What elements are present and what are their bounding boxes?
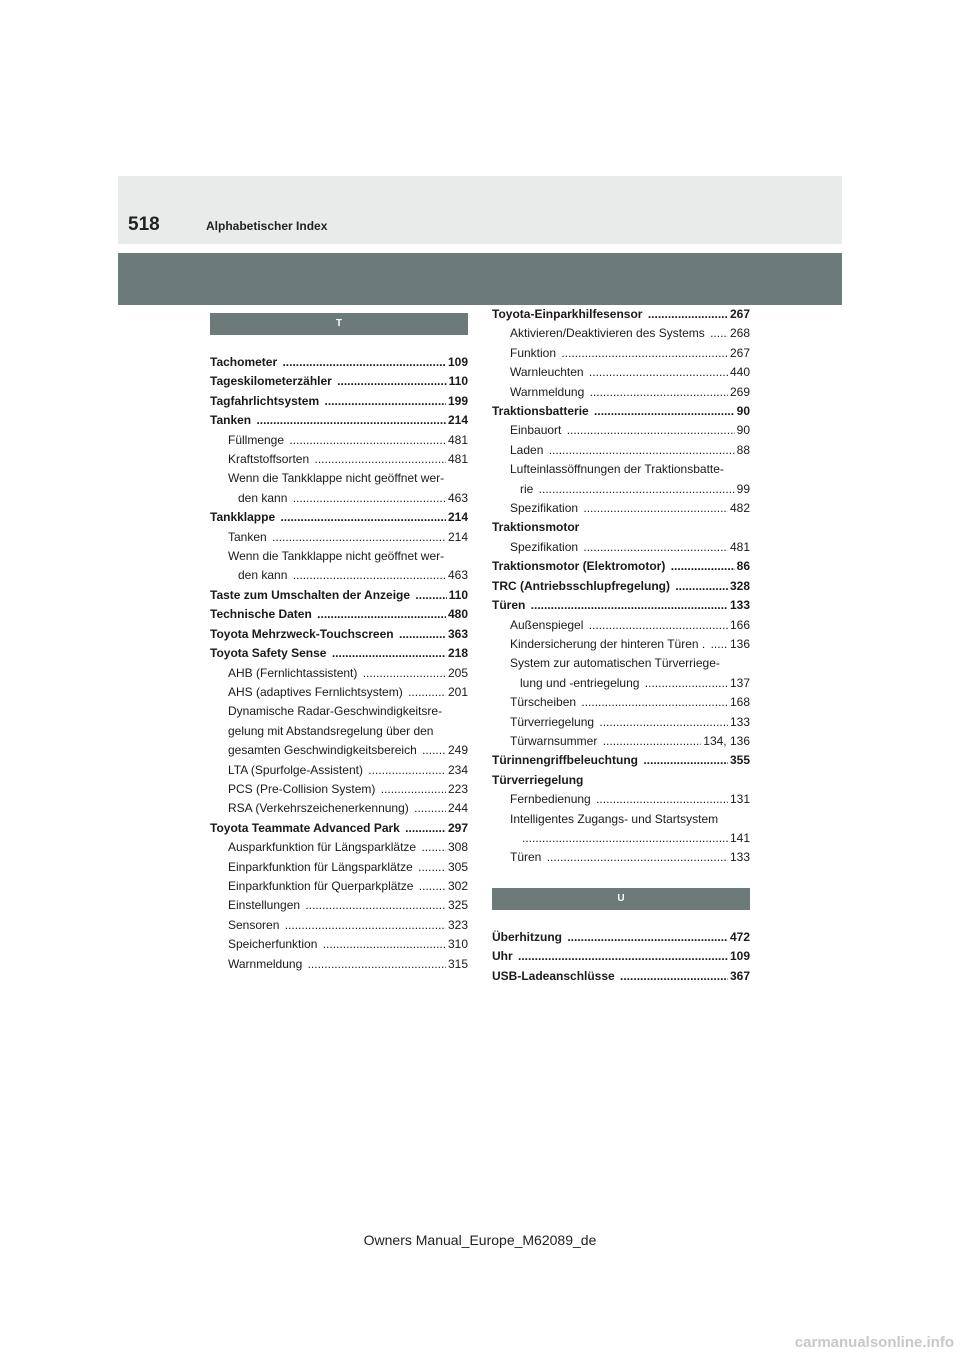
index-entry-text: Türwarnsummer [510,733,598,748]
index-entry-leader [228,761,468,780]
index-entry-page: 234 [446,761,468,780]
index-entry [210,450,468,469]
index-entry-text: Kindersicherung der hinteren Türen . [510,636,706,651]
index-entry-leader [210,372,468,391]
index-entry [210,935,468,954]
index-entry-page: 244 [446,799,468,818]
index-entry-leader [210,411,468,430]
index-entry [210,741,468,760]
index-entry [492,732,750,751]
index-entry [210,838,468,857]
index-entry [210,683,468,702]
index-entry-text: Einstellungen [228,898,301,913]
index-entry-page: 199 [446,392,468,411]
index-entry-text: TRC (Antriebsschlupfregelung) [492,578,671,593]
index-entry-text: Taste zum Umschalten der Anzeige [210,587,411,602]
index-entry-text: Füllmenge [228,432,285,447]
index-entry-leader [510,344,750,363]
index-entry-leader [510,635,750,654]
index-entry-leader [510,421,750,440]
index-entry [492,751,750,770]
index-entry-text: Spezifikation [510,539,579,554]
index-entry-page: 269 [728,383,750,402]
index-entry-leader [520,674,750,693]
index-entry-leader [210,625,468,644]
index-entry-page: 88 [735,441,750,460]
index-entry-text: Kraftstoffsorten [228,452,310,467]
index-entry-text: Warnleuchten [510,365,584,380]
index-entry-text: Wenn die Tankklappe nicht geöffnet wer- [228,549,445,564]
index-entry [210,353,468,372]
index-entry-text [520,831,522,845]
index-entry-text: RSA (Verkehrszeichenerkennung) [228,801,409,816]
index-entry-leader [228,741,468,760]
index-entry [210,664,468,683]
index-entry-page: 328 [728,577,750,596]
index-entry-leader [228,916,468,935]
index-entry-leader [228,799,468,818]
index-entry [492,790,750,809]
index-entry-page: 249 [446,741,468,760]
index-entry-page: 323 [446,916,468,935]
index-entry-page: 480 [446,605,468,624]
index-entry-leader [492,402,750,421]
index-entry [492,441,750,460]
index-entry [210,411,468,430]
index-entry-leader [228,780,468,799]
index-entry [492,383,750,402]
index-entry-page: 463 [446,566,468,585]
index-entry-leader [492,967,750,986]
index-entry-leader [510,383,750,402]
index-entry [492,577,750,596]
index-entry-leader [228,838,468,857]
index-entry-text: Tagfahrlichtsystem [210,393,320,408]
index-entry-text: USB-Ladeanschlüsse [492,968,615,983]
index-entry [492,967,750,986]
index-entry-page: 99 [735,480,750,499]
index-entry [492,518,750,537]
index-entry [492,654,750,673]
index-entry-text: Intelligentes Zugangs- und Startsystem [510,811,719,826]
index-entry-text: Überhitzung [492,929,562,944]
index-entry-page: 325 [446,896,468,915]
index-entry-text: Aktivieren/Deaktivieren des Systems [510,326,705,341]
index-entry-page: 315 [446,955,468,974]
index-entry [210,916,468,935]
index-entry-leader [492,947,750,966]
index-entry-page: 218 [446,644,468,663]
index-entry-page: 305 [446,858,468,877]
index-entry [492,616,750,635]
index-entry [492,928,750,947]
index-entry-page: 86 [735,557,750,576]
index-entry-text: System zur automatischen Türverriege- [510,656,720,671]
header-band [118,176,842,244]
index-entry-leader [228,896,468,915]
index-entry-page: 133 [728,848,750,867]
index-entry [210,819,468,838]
index-entry [210,799,468,818]
index-entry [492,674,750,693]
index-entry-leader [228,664,468,683]
index-entry-text: den kann [238,568,288,583]
index-entry-leader [210,353,468,372]
index-entry-text: gesamten Geschwindigkeitsbereich [228,743,417,758]
index-entry [210,508,468,527]
index-entry-text: Speicherfunktion [228,937,318,952]
index-entry-text: Traktionsmotor [492,520,580,535]
index-entry-text: Tanken [228,529,267,544]
index-entry-page: 109 [728,947,750,966]
index-entry-page: 481 [446,450,468,469]
index-entry [210,372,468,391]
index-entry-page: 308 [446,838,468,857]
index-entry-leader [210,508,468,527]
index-entry-leader [228,935,468,954]
index-entry-leader [210,644,468,663]
index-entry [210,722,468,741]
index-entry-page: 141 [728,829,750,848]
index-entry-text: AHS (adaptives Fernlichtsystem) [228,684,403,699]
index-entry-leader [228,955,468,974]
index-entries-u [492,928,750,986]
index-entry-page: 267 [728,305,750,324]
index-entry [492,480,750,499]
index-entry-page: 214 [446,411,468,430]
index-entries-t [210,353,468,974]
index-entry-text: Fernbedienung [510,792,591,807]
index-entry-leader [510,616,750,635]
index-entry-leader [492,928,750,947]
index-entry-page: 166 [728,616,750,635]
index-entry-leader [510,499,750,518]
index-entry [492,947,750,966]
index-entry [210,489,468,508]
index-entry-text: Spezifikation [510,501,579,516]
index-entry-leader [228,450,468,469]
index-entry-leader [228,431,468,450]
index-entry-text: PCS (Pre-Collision System) [228,781,376,796]
index-entry-text: Tachometer [210,355,278,369]
footer-document-id: Owners Manual_Europe_M62089_de [363,1232,597,1248]
index-entry [492,771,750,790]
index-entry-text: Einbauort [510,423,562,438]
index-entry-text: lung und -entriegelung [520,675,640,690]
index-entry-leader [492,751,750,770]
index-entry [492,499,750,518]
index-entry-leader [510,790,750,809]
index-column-left [210,313,468,974]
index-entry [210,528,468,547]
index-entry-text: Toyota Mehrzweck-Touchscreen [210,626,394,641]
index-entry [210,761,468,780]
index-entry-page: 168 [728,693,750,712]
index-entry-leader [510,693,750,712]
index-entry-page: 363 [446,625,468,644]
index-entry-text: Türverriegelung [492,772,584,787]
letter-heading-u: U [492,888,750,910]
index-entry [492,693,750,712]
index-entry-page: 297 [446,819,468,838]
index-entry-text: Dynamische Radar-Geschwindigkeitsre- [228,704,443,719]
index-entry-leader [492,557,750,576]
index-entry [492,557,750,576]
index-entry-page: 463 [446,489,468,508]
index-entry [210,547,468,566]
index-entry-page: 310 [446,935,468,954]
index-entry-leader [210,819,468,838]
index-entry-leader [238,489,468,508]
index-entry-page: 482 [728,499,750,518]
index-entry [492,460,750,479]
index-entry-page: 134, 136 [701,732,750,751]
index-entry [210,392,468,411]
index-entry-leader [510,324,750,343]
index-entry [210,877,468,896]
index-entry-page: 440 [728,363,750,382]
index-entry-page: 137 [728,674,750,693]
index-entry-text: Tankklappe [210,510,276,525]
index-entry [492,538,750,557]
index-entry-text: Uhr [492,949,513,964]
index-entry-text: Türinnengriffbeleuchtung [492,753,638,768]
index-entry-leader [510,713,750,732]
index-entry-page: 481 [728,538,750,557]
index-entry-text: Außenspiegel [510,617,584,632]
index-entry-page: 214 [446,508,468,527]
index-entry-leader [510,363,750,382]
index-entry-page: 481 [446,431,468,450]
index-entry-text: Toyota Teammate Advanced Park [210,820,400,835]
index-entry-page: 133 [728,596,750,615]
page-number: 518 [128,214,160,235]
index-entry-leader [492,577,750,596]
index-entry-text: Türen [492,598,526,613]
header-dark-band [118,253,842,305]
index-entry-page: 205 [446,664,468,683]
index-entry [492,810,750,829]
index-entry [210,858,468,877]
letter-heading-t: T [210,313,468,335]
index-entry [210,625,468,644]
index-entry-text: Warnmeldung [228,956,303,971]
index-entry-page: 367 [728,967,750,986]
index-entry-text: Ausparkfunktion für Längsparklätze [228,840,417,855]
index-entry-page: 302 [446,877,468,896]
index-entry [492,363,750,382]
index-entry-text: Einparkfunktion für Längsparklätze [228,859,413,874]
index-entry [210,469,468,488]
index-entry-leader [238,566,468,585]
index-entry-text: Tageskilometerzähler [210,374,332,389]
index-entry-page: 90 [735,402,750,421]
index-entry-page: 133 [728,713,750,732]
index-entry [492,635,750,654]
index-entry [492,324,750,343]
index-entry-text: Wenn die Tankklappe nicht geöffnet wer- [228,471,445,486]
index-entry [492,848,750,867]
index-entry-page: 110 [447,372,468,391]
index-entry-page: 268 [728,324,750,343]
index-entry-text: LTA (Spurfolge-Assistent) [228,762,363,777]
index-entry-leader [210,586,468,605]
index-entry-text: Sensoren [228,917,280,932]
index-entry [210,605,468,624]
index-entry-leader [492,305,750,324]
watermark: carmanualsonline.info [794,1334,954,1351]
index-entry-text: rie [520,481,534,496]
index-entry-page: 201 [446,683,468,702]
index-entry-text: den kann [238,490,288,505]
index-entry-text: Traktionsmotor (Elektromotor) [492,559,666,574]
index-entry-page: 110 [447,586,468,605]
index-entry [210,702,468,721]
index-entry-text: AHB (Fernlichtassistent) [228,665,358,680]
index-column-right [492,305,750,986]
index-entries-t-continued [492,305,750,868]
index-entry-page: 267 [728,344,750,363]
index-entry [210,955,468,974]
index-entry-leader [520,480,750,499]
index-entry-page: 214 [446,528,468,547]
index-entry-text: Türverriegelung [510,714,595,729]
index-entry-leader [520,829,750,848]
index-entry-text: Traktionsbatterie [492,404,589,419]
index-entry [210,780,468,799]
index-entry-text: Funktion [510,345,557,360]
index-entry [492,305,750,324]
index-entry [492,344,750,363]
index-entry-page: 90 [735,421,750,440]
index-entry-leader [492,596,750,615]
index-entry-leader [210,392,468,411]
index-entry-text: Türscheiben [510,695,577,710]
index-entry [492,402,750,421]
index-entry-text: Laden [510,442,544,457]
index-entry [210,586,468,605]
index-entry-text: Tanken [210,413,252,428]
index-entry-leader [228,683,468,702]
index-entry-page: 136 [728,635,750,654]
index-entry-text: Türen [510,850,542,865]
index-entry-leader [510,441,750,460]
index-entry-page: 472 [728,928,750,947]
index-entry-text: Einparkfunktion für Querparkplätze [228,878,414,893]
index-entry [210,644,468,663]
index-entry-text: Toyota Safety Sense [210,646,327,661]
index-entry-leader [228,877,468,896]
index-entry-text: Lufteinlassöffnungen der Traktionsbatte- [510,462,724,477]
index-entry [492,713,750,732]
index-entry-page: 223 [446,780,468,799]
index-entry-leader [510,848,750,867]
section-title: Alphabetischer Index [206,219,328,233]
index-entry-leader [510,538,750,557]
index-entry-leader [228,858,468,877]
index-entry-page: 109 [446,353,468,372]
index-entry-text: Technische Daten [210,607,312,622]
index-entry [210,566,468,585]
index-entry-text: Toyota-Einparkhilfesensor [492,307,643,321]
index-entry [210,431,468,450]
index-entry-leader [210,605,468,624]
index-entry [492,421,750,440]
index-entry [492,829,750,848]
index-entry-leader [228,528,468,547]
index-entry-text: gelung mit Abstandsregelung über den [228,723,434,738]
index-entry-page: 131 [728,790,750,809]
index-entry-page: 355 [728,751,750,770]
index-entry [210,896,468,915]
index-entry [492,596,750,615]
index-entry-text: Warnmeldung [510,384,585,399]
